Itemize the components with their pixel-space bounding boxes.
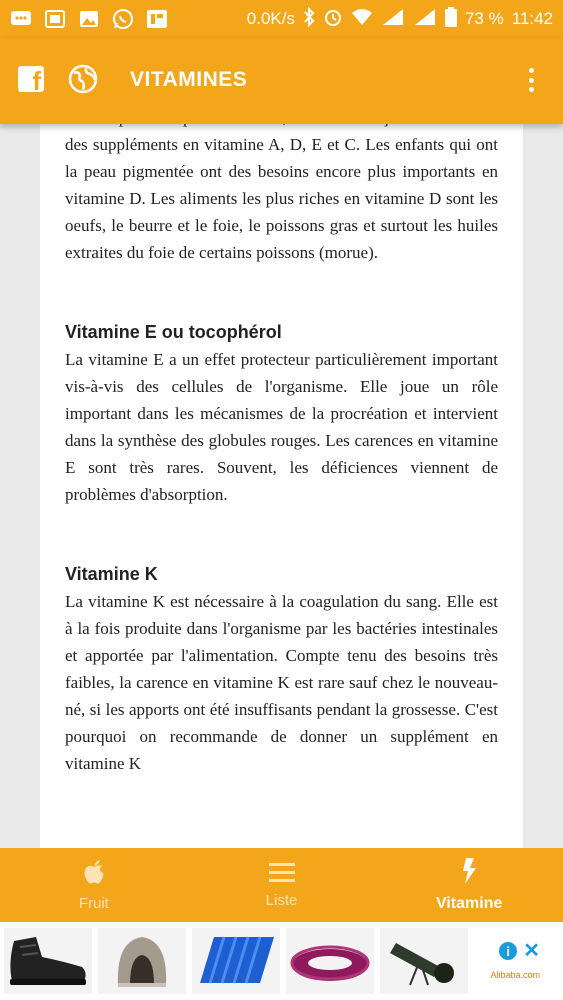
ad-product-roof-sheet[interactable]	[192, 928, 280, 994]
ad-product-spotting-scope[interactable]	[380, 928, 468, 994]
network-speed: 0.0K/s	[246, 9, 295, 28]
nav-label: Fruit	[78, 894, 109, 912]
lightning-icon	[461, 858, 477, 889]
article-paragraph: des suppléments en vitamine A, D, E et C. Les enfants qui ont la peau pigmentée ont des besoins encore plus importants en vitamine D. Les aliments les plus riches en vitamine D sont les oeufs, le beurre et le foie, le poissons gras et surtout les huiles extraites du foie de certains poissons (morue).	[65, 135, 498, 262]
ad-brand-logo: Alibaba.com	[490, 970, 540, 980]
ad-info-icon[interactable]: i	[499, 942, 517, 960]
section-heading-vitamine-e: Vitamine E ou tocophérol	[65, 322, 282, 342]
app-notification-icon	[44, 9, 66, 29]
nav-tab-vitamine[interactable]	[375, 848, 563, 922]
ad-product-foam-tube[interactable]	[286, 928, 374, 994]
nav-label: Liste	[265, 891, 298, 909]
ad-branding	[484, 942, 540, 980]
ad-product-shoe[interactable]	[4, 928, 92, 994]
more-options-icon[interactable]	[529, 68, 535, 92]
wifi-icon	[351, 8, 373, 31]
nav-tab-fruit[interactable]	[0, 848, 188, 922]
whatsapp-icon	[112, 9, 134, 29]
section-heading-vitamine-k: Vitamine K	[65, 564, 158, 584]
menu-icon	[269, 862, 295, 886]
ad-banner[interactable]	[0, 922, 563, 1000]
article-paragraph: La vitamine K est nécessaire à la coagulation du sang. Elle est à la fois produite dans l'organisme par les bactéries intestinales et apportée par l'alimentation. Compte tenu des besoins très faibles, la carence en vitamine K est rare sauf chez le nouveau-né, si les apports ont été insuffisants pendant la grossesse. C'est pourquoi on recommande de donner un supplément en vitamine K	[65, 592, 498, 773]
alarm-icon	[323, 7, 343, 32]
battery-icon	[445, 7, 457, 32]
signal-icon-2	[413, 8, 437, 31]
apple-icon	[83, 859, 105, 889]
bottom-navigation	[0, 848, 563, 922]
app-title: VITAMINES	[130, 68, 248, 91]
document-notification-icon	[146, 9, 168, 29]
facebook-icon[interactable]: f	[18, 66, 44, 92]
image-notification-icon	[78, 9, 100, 29]
nav-tab-liste[interactable]	[188, 848, 376, 922]
ad-close-icon[interactable]: ✕	[523, 940, 540, 962]
globe-icon[interactable]	[68, 64, 98, 99]
status-bar	[0, 0, 563, 38]
article-card	[40, 124, 523, 848]
bluetooth-icon	[303, 7, 315, 32]
battery-level: 73 %	[464, 9, 504, 28]
signal-icon	[381, 8, 405, 31]
nav-label: Vitamine	[435, 894, 503, 912]
article	[65, 104, 498, 777]
article-paragraph: La vitamine E a un effet protecteur particulièrement important vis-à-vis des cellules de l'organisme. Elle joue un rôle important dans les mécanismes de la procréation et intervient dans la synthèse des globules rouges. Les carences en vitamine E sont très rares. Souvent, les déficiences viennent de problèmes d'absorption.	[65, 350, 498, 504]
ad-product-pet-house[interactable]	[98, 928, 186, 994]
chat-notification-icon	[10, 9, 32, 29]
clock: 11:42	[511, 9, 553, 28]
app-bar	[0, 38, 563, 124]
